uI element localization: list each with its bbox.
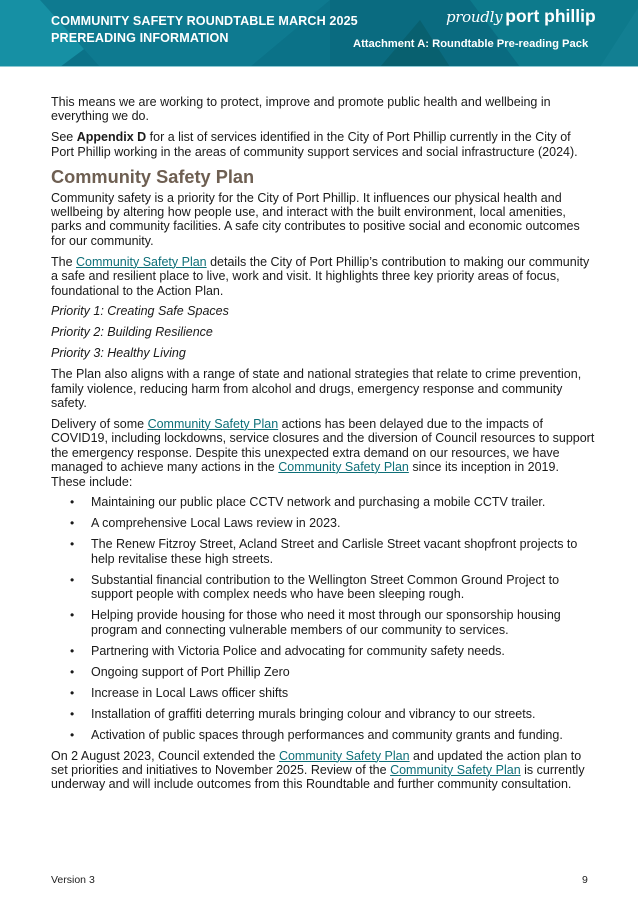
bullet-icon: • xyxy=(70,537,75,552)
text: is currently underway and will include outcomes from this Roundtable and further community consultation. xyxy=(51,763,585,792)
list-item-text: A comprehensive Local Laws review in 2023. xyxy=(91,516,341,531)
logo-script-text: proudly xyxy=(446,8,503,26)
document-title xyxy=(51,13,358,47)
bullet-icon: • xyxy=(70,572,75,587)
list-item-text: Helping provide housing for those who need it most through our sponsorship housing program and connecting vulnerable members of our community to services. xyxy=(91,608,561,637)
text: See xyxy=(51,130,77,145)
port-phillip-logo xyxy=(446,6,596,27)
text: actions has been delayed due to the impacts of COVID19, including lockdowns, service closures and the diversion of Council resources to support the emergency response. Despite this unexpected extra demand on our resources, we have managed to achieve many actions in the xyxy=(51,416,595,475)
text: On 2 August 2023, Council extended the xyxy=(51,748,279,763)
achievements-list xyxy=(51,495,596,742)
list-item-text: Partnering with Victoria Police and advocating for community safety needs. xyxy=(91,643,505,658)
page-content xyxy=(51,95,596,798)
bullet-icon: • xyxy=(70,706,75,721)
bullet-icon: • xyxy=(70,664,75,679)
bullet-icon: • xyxy=(70,643,75,658)
paragraph-strategies: The Plan also aligns with a range of state and national strategies that relate to crime prevention, family violence, reducing harm from alcohol and drugs, emergency response and community safety. xyxy=(51,367,582,410)
list-item xyxy=(51,608,596,637)
header-divider xyxy=(0,66,638,67)
list-item xyxy=(51,686,596,700)
list-item xyxy=(51,537,596,566)
list-item xyxy=(51,707,596,721)
document-title-line2: PREREADING INFORMATION xyxy=(51,31,229,45)
list-item-text: Ongoing support of Port Phillip Zero xyxy=(91,664,290,679)
community-safety-plan-link[interactable]: Community Safety Plan xyxy=(278,460,409,475)
document-title-line1: COMMUNITY SAFETY ROUNDTABLE MARCH 2025 xyxy=(51,14,358,28)
footer-version: Version 3 xyxy=(51,874,95,886)
priority-item: Priority 2: Building Resilience xyxy=(51,325,213,340)
footer-page-number: 9 xyxy=(582,874,588,886)
list-item xyxy=(51,644,596,658)
list-item xyxy=(51,495,596,509)
list-item-text: Activation of public spaces through performances and community grants and funding. xyxy=(91,727,563,742)
priority-item: Priority 1: Creating Safe Spaces xyxy=(51,304,229,319)
list-item-text: The Renew Fitzroy Street, Acland Street and Carlisle Street vacant shopfront projects to help revitalise these high streets. xyxy=(91,537,578,566)
text: Delivery of some xyxy=(51,416,148,431)
paragraph-community-safety: Community safety is a priority for the City of Port Phillip. It influences our physical health and wellbeing by altering how people use, and interact with the built environment, local amenities, parks and community facilities. A safe city contributes to positive social and economic outcomes for our community. xyxy=(51,190,580,248)
list-item xyxy=(51,665,596,679)
list-item xyxy=(51,573,596,602)
text: for a list of services identified in the City of Port Phillip currently in the City of Port Phillip working in the areas of community support services and social infrastructure (2024). xyxy=(51,130,578,159)
text: and updated the action plan to set priorities and initiatives to November 2025. Review of the xyxy=(51,748,582,778)
bullet-icon: • xyxy=(70,516,75,531)
list-item-text: Substantial financial contribution to the Wellington Street Common Ground Project to support people with complex needs who have been sleeping rough. xyxy=(91,572,560,602)
community-safety-plan-link[interactable]: Community Safety Plan xyxy=(390,763,521,778)
bullet-icon: • xyxy=(70,495,75,510)
community-safety-plan-link[interactable]: Community Safety Plan xyxy=(147,416,279,431)
list-item-text: Installation of graffiti deterring murals bringing colour and vibrancy to our streets. xyxy=(91,706,536,721)
list-item-text: Increase in Local Laws officer shifts xyxy=(91,685,289,700)
paragraph-delivery xyxy=(51,417,596,489)
community-safety-plan-link[interactable]: Community Safety Plan xyxy=(278,748,410,763)
text: since its inception in 2019. These include: xyxy=(51,460,559,489)
list-item xyxy=(51,728,596,742)
community-safety-plan-link[interactable]: Community Safety Plan xyxy=(76,254,207,269)
bullet-icon: • xyxy=(70,685,75,700)
appendix-reference: Appendix D xyxy=(76,130,147,145)
attachment-label: Attachment A: Roundtable Pre-reading Pack xyxy=(353,38,589,50)
list-item xyxy=(51,516,596,530)
page-header xyxy=(0,0,638,67)
paragraph-health: This means we are working to protect, improve and promote public health and wellbeing in everything we do. xyxy=(51,95,551,124)
paragraph-extension xyxy=(51,749,596,792)
paragraph-appendix xyxy=(51,130,596,159)
bullet-icon: • xyxy=(70,727,75,742)
text: details the City of Port Phillip’s contribution to making our community a safe and resilient place to live, work and visit. It highlights three key priority areas of focus, foundational to the Action Plan. xyxy=(51,254,590,298)
paragraph-plan-details xyxy=(51,255,596,298)
list-item-text: Maintaining our public place CCTV network and purchasing a mobile CCTV trailer. xyxy=(91,495,546,510)
priority-item: Priority 3: Healthy Living xyxy=(51,346,186,361)
logo-brand-text: port phillip xyxy=(505,6,596,26)
text: The xyxy=(51,254,77,269)
section-heading: Community Safety Plan xyxy=(51,166,255,187)
bullet-icon: • xyxy=(70,608,75,623)
